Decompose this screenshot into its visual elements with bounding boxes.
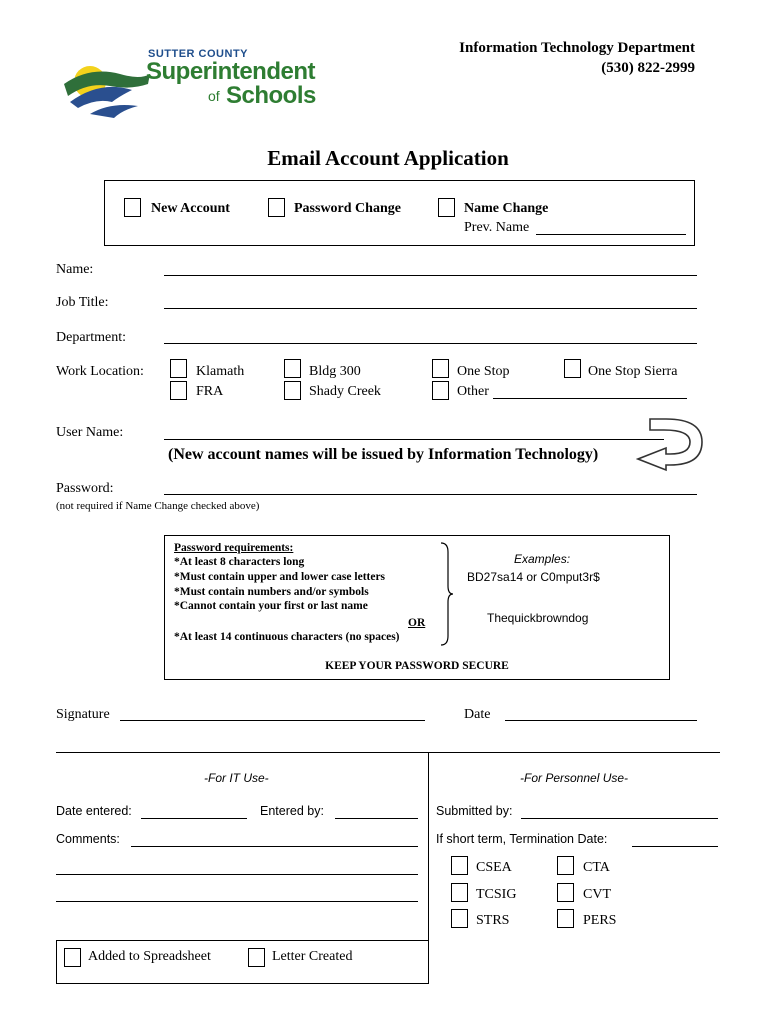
requirement-5: *At least 14 continuous characters (no spaces): [174, 631, 400, 643]
password-label: Password:: [56, 481, 114, 496]
cvt-checkbox[interactable]: [557, 883, 574, 902]
office-use-divider: [56, 752, 720, 753]
keep-secure-text: KEEP YOUR PASSWORD SECURE: [325, 660, 509, 672]
name-label: Name:: [56, 262, 94, 277]
pers-label: PERS: [583, 913, 617, 928]
other-checkbox[interactable]: [432, 381, 449, 400]
fra-label: FRA: [196, 384, 224, 399]
csea-label: CSEA: [476, 860, 512, 875]
date-field[interactable]: [505, 720, 697, 721]
password-field[interactable]: [164, 494, 697, 495]
date-label: Date: [464, 707, 491, 722]
requirement-3: *Must contain numbers and/or symbols: [174, 586, 369, 598]
requirements-heading: Password requirements:: [174, 542, 294, 554]
cvt-label: CVT: [583, 887, 611, 902]
work-location-label: Work Location:: [56, 364, 144, 379]
prev-name-label: Prev. Name: [464, 220, 530, 235]
klamath-checkbox[interactable]: [170, 359, 187, 378]
comments-field-1[interactable]: [131, 846, 418, 847]
logo-line3a: of: [208, 88, 220, 104]
example-2: Thequickbrowndog: [487, 611, 589, 625]
cta-checkbox[interactable]: [557, 856, 574, 875]
entered-by-label: Entered by:: [260, 804, 324, 818]
name-change-checkbox[interactable]: [438, 198, 455, 217]
termination-date-field[interactable]: [632, 846, 718, 847]
prev-name-field[interactable]: [536, 234, 686, 235]
department-field[interactable]: [164, 343, 697, 344]
user-name-field[interactable]: [164, 439, 664, 440]
one-stop-sierra-checkbox[interactable]: [564, 359, 581, 378]
one-stop-checkbox[interactable]: [432, 359, 449, 378]
logo-line3b: Schools: [226, 82, 316, 109]
logo: [60, 44, 360, 126]
shady-creek-checkbox[interactable]: [284, 381, 301, 400]
job-title-label: Job Title:: [56, 295, 109, 310]
bldg300-checkbox[interactable]: [284, 359, 301, 378]
added-to-spreadsheet-checkbox[interactable]: [64, 948, 81, 967]
curly-brace-icon: [439, 542, 455, 646]
logo-line1: SUTTER COUNTY: [148, 48, 248, 60]
name-change-label: Name Change: [464, 201, 549, 216]
job-title-field[interactable]: [164, 308, 697, 309]
date-entered-label: Date entered:: [56, 804, 132, 818]
shady-creek-label: Shady Creek: [309, 384, 381, 399]
strs-label: STRS: [476, 913, 510, 928]
date-entered-field[interactable]: [141, 818, 247, 819]
termination-date-label: If short term, Termination Date:: [436, 832, 608, 846]
submitted-by-field[interactable]: [521, 818, 718, 819]
logo-line2: Superintendent: [146, 58, 316, 85]
letter-created-label: Letter Created: [272, 949, 353, 964]
other-field[interactable]: [493, 398, 687, 399]
fra-checkbox[interactable]: [170, 381, 187, 400]
name-field[interactable]: [164, 275, 697, 276]
requirement-2: *Must contain upper and lower case letters: [174, 571, 386, 583]
other-label: Other: [457, 384, 489, 399]
page-title: Email Account Application: [267, 146, 509, 170]
it-use-heading: -For IT Use-: [204, 771, 269, 785]
strs-checkbox[interactable]: [451, 909, 468, 928]
one-stop-sierra-label: One Stop Sierra: [588, 364, 678, 379]
dept-name: Information Technology Department: [459, 40, 695, 56]
new-account-label: New Account: [151, 201, 230, 216]
tcsig-checkbox[interactable]: [451, 883, 468, 902]
signature-label: Signature: [56, 707, 110, 722]
or-text: OR: [408, 617, 426, 629]
password-change-label: Password Change: [294, 201, 401, 216]
example-1: BD27sa14 or C0mput3r$: [467, 570, 600, 584]
letter-created-checkbox[interactable]: [248, 948, 265, 967]
cta-label: CTA: [583, 860, 610, 875]
submitted-by-label: Submitted by:: [436, 804, 513, 818]
one-stop-label: One Stop: [457, 364, 510, 379]
requirement-4: *Cannot contain your first or last name: [174, 600, 368, 612]
password-note: (not required if Name Change checked above): [56, 500, 260, 512]
requirement-1: *At least 8 characters long: [174, 556, 305, 568]
user-name-label: User Name:: [56, 425, 124, 440]
comments-label: Comments:: [56, 832, 120, 846]
examples-label: Examples:: [514, 552, 571, 566]
csea-checkbox[interactable]: [451, 856, 468, 875]
comments-field-3[interactable]: [56, 901, 418, 902]
dept-phone: (530) 822-2999: [601, 60, 695, 76]
pers-checkbox[interactable]: [557, 909, 574, 928]
klamath-label: Klamath: [196, 364, 245, 379]
password-change-checkbox[interactable]: [268, 198, 285, 217]
added-to-spreadsheet-label: Added to Spreadsheet: [88, 949, 211, 964]
entered-by-field[interactable]: [335, 818, 418, 819]
return-arrow-icon: [636, 416, 708, 472]
signature-field[interactable]: [120, 720, 425, 721]
personnel-use-heading: -For Personnel Use-: [520, 771, 629, 785]
department-label: Department:: [56, 330, 126, 345]
tcsig-label: TCSIG: [476, 887, 517, 902]
user-name-note: (New account names will be issued by Information Technology): [168, 446, 599, 463]
comments-field-2[interactable]: [56, 874, 418, 875]
new-account-checkbox[interactable]: [124, 198, 141, 217]
bldg300-label: Bldg 300: [309, 364, 361, 379]
office-use-vertical-divider: [428, 752, 429, 984]
